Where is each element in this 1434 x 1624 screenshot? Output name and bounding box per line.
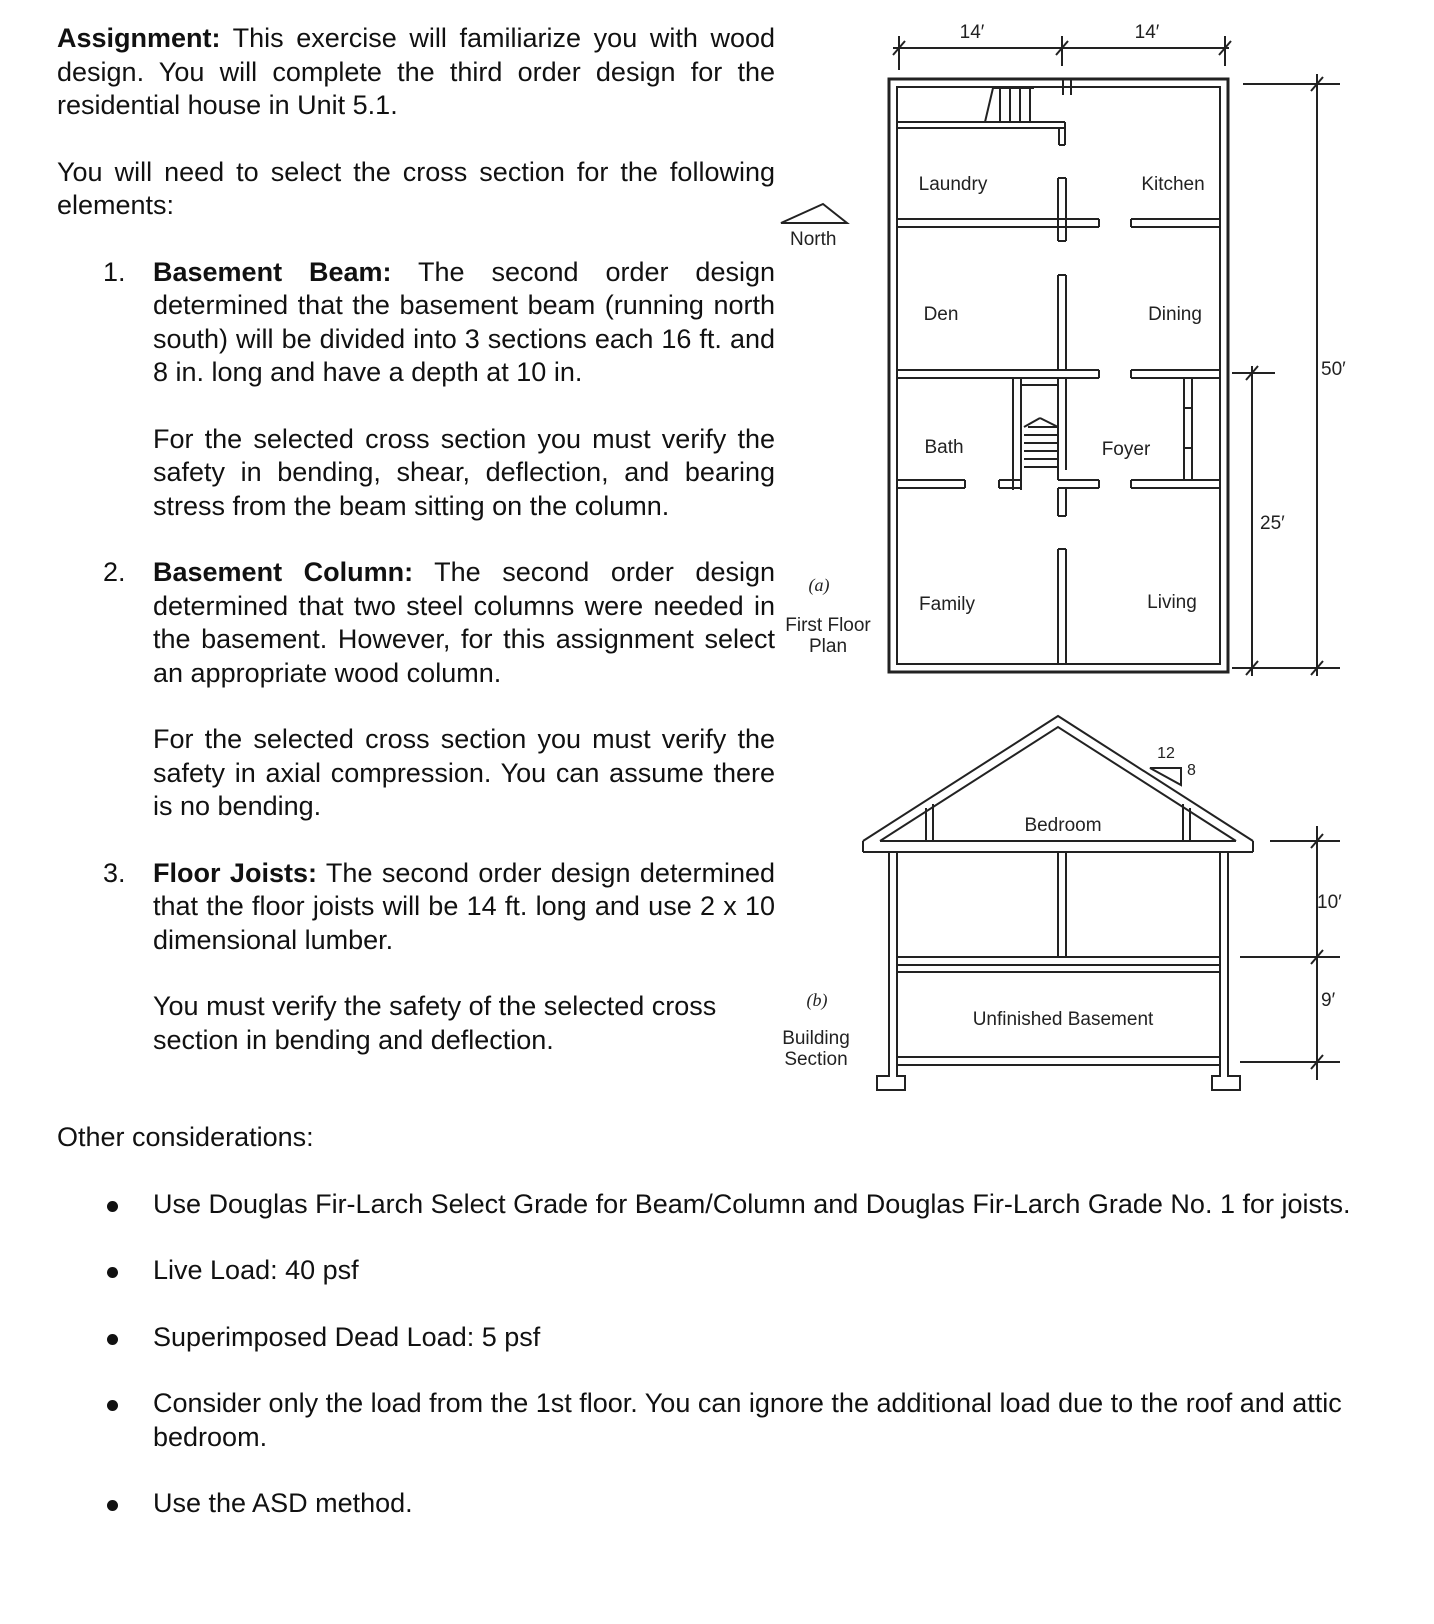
element-text: The second order design determined that two steel columns were needed in the basement. However, for this assignment select an appropriate wood column.	[153, 557, 775, 688]
bullet-icon	[107, 1267, 118, 1278]
consideration-item: Superimposed Dead Load: 5 psf	[57, 1321, 1353, 1355]
element-description	[153, 556, 775, 690]
element-verify: For the selected cross section you must verify the safety in axial compression. You can assume there is no bending.	[153, 724, 775, 821]
assignment-heading: Assignment:	[57, 23, 221, 53]
plan-fig-letter: (a)	[808, 575, 830, 595]
bullet-icon	[107, 1500, 118, 1511]
element-description	[153, 857, 775, 958]
section-caption-1: Building	[782, 1028, 850, 1049]
element-item-column	[57, 556, 775, 824]
other-heading: Other considerations:	[57, 1122, 314, 1152]
north-label: North	[790, 229, 837, 250]
section-fig-letter: (b)	[806, 990, 828, 1010]
element-title: Basement Column:	[153, 557, 414, 587]
room-dining: Dining	[1148, 304, 1202, 325]
label-bedroom: Bedroom	[1024, 815, 1102, 836]
element-number: 2.	[103, 557, 126, 587]
element-text: The second order design determined that the floor joists will be 14 ft. long and use 2 x 10 dimensional lumber.	[153, 857, 775, 955]
other-considerations	[57, 1121, 1351, 1554]
room-living: Living	[1147, 592, 1197, 613]
dim-upper: 10′	[1317, 892, 1342, 913]
select-paragraph: You will need to select the cross section for the following elements:	[57, 156, 775, 220]
element-title: Basement Beam:	[153, 256, 392, 287]
element-number: 1.	[103, 256, 126, 287]
room-family: Family	[919, 594, 975, 615]
section-caption-2: Section	[784, 1049, 848, 1070]
dim-half: 25′	[1260, 513, 1285, 534]
element-verify: For the selected cross section you must verify the safety in bending, shear, deflection, and bearing stress from the beam sitting on the column.	[153, 423, 775, 521]
room-foyer: Foyer	[1101, 439, 1151, 460]
slope-rise: 8	[1187, 762, 1196, 779]
consideration-item: Use Douglas Fir-Larch Select Grade for Beam/Column and Douglas Fir-Larch Grade No. 1 for joists.	[57, 1188, 1353, 1222]
plan-caption-2: Plan	[808, 636, 848, 657]
consideration-item: Use the ASD method.	[57, 1487, 1353, 1521]
dim-top-right: 14′	[1134, 22, 1160, 43]
building-section	[863, 716, 1340, 1090]
house-drawings	[775, 0, 1375, 1110]
element-title: Floor Joists:	[153, 857, 317, 888]
consideration-item: Live Load: 40 psf	[57, 1254, 1353, 1288]
dim-total: 50′	[1321, 359, 1346, 380]
label-basement: Unfinished Basement	[972, 1009, 1154, 1030]
elements-list	[57, 256, 775, 1058]
room-kitchen: Kitchen	[1141, 174, 1205, 195]
bullet-icon	[107, 1400, 118, 1411]
intro-paragraph	[57, 22, 775, 123]
room-bath: Bath	[924, 437, 964, 458]
first-floor-plan	[781, 36, 1340, 676]
element-item-joists	[57, 857, 775, 1058]
element-verify: You must verify the safety of the selected cross section in bending and deflection.	[153, 991, 717, 1055]
plan-caption-1: First Floor	[785, 615, 871, 636]
element-item-beam	[57, 256, 775, 524]
element-description	[153, 256, 775, 390]
considerations-list	[57, 1188, 1351, 1521]
room-laundry: Laundry	[918, 174, 988, 195]
dim-top-left: 14′	[959, 22, 985, 43]
dim-lower: 9′	[1321, 990, 1336, 1011]
slope-run: 12	[1157, 745, 1175, 762]
bullet-icon	[107, 1334, 118, 1345]
element-text: The second order design determined that the basement beam (running north south) will be divided into 3 sections each 16 ft. and 8 in. long and have a depth at 10 in.	[153, 256, 775, 387]
bullet-icon	[107, 1201, 118, 1212]
assignment-text	[57, 22, 775, 1057]
intro-text: This exercise will familiarize you with wood design. You will complete the third order design for the residential house in Unit 5.1.	[57, 23, 775, 120]
consideration-item: Consider only the load from the 1st floor. You can ignore the additional load due to the roof and attic bedroom.	[57, 1387, 1353, 1454]
element-number: 3.	[103, 857, 126, 888]
room-den: Den	[923, 304, 959, 325]
section-labels	[782, 745, 1342, 1070]
